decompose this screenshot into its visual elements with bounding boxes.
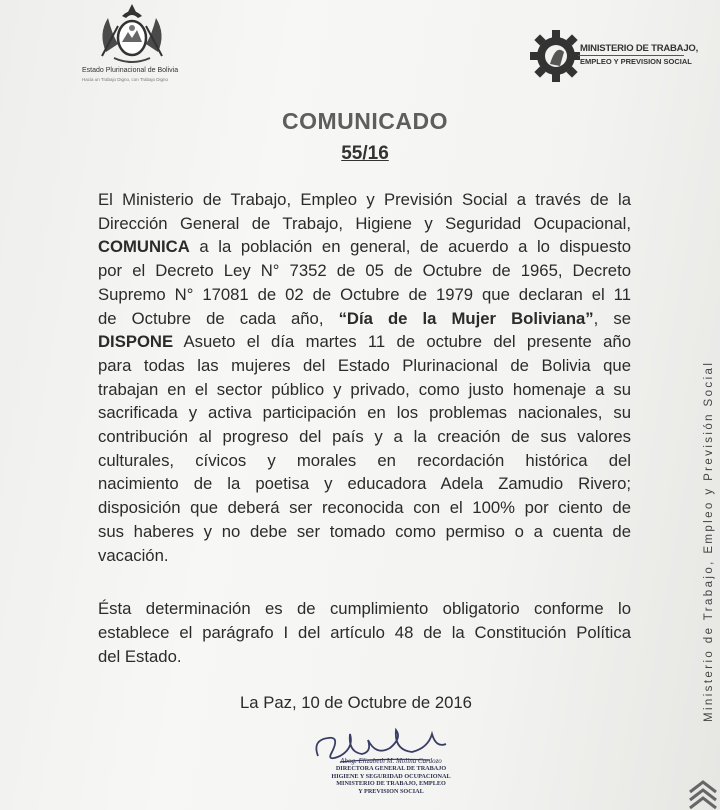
text-line: vacación. [98, 545, 169, 565]
text-line: trabajan en el sector público y privado, como justo homenaje a su [98, 379, 631, 399]
text-line: sacrificada y activa participación en los problemas nacionales, su [98, 403, 631, 423]
text-line: por el Decreto Ley N° 7352 de 05 de Octubre de 1965, Decreto [98, 261, 631, 281]
stamp-line: HIGIENE Y SEGURIDAD OCUPACIONAL [331, 772, 451, 780]
document-number: 55/16 [341, 143, 389, 164]
text-line: de Octubre de cada año, “Día de la Mujer Boliviana”, se [98, 308, 631, 328]
text-line: establece el parágrafo I del artículo 48 de la Constitución Política [98, 623, 631, 642]
stamp-line: Y PREVISION SOCIAL [358, 787, 424, 795]
text-line: sus haberes y no debe ser tomado como permiso o a cuenta de [98, 521, 631, 541]
signature-stamp [306, 758, 476, 795]
ministry-name-line2: EMPLEO Y PREVISION SOCIAL [580, 57, 692, 66]
text-line: Supremo N° 17081 de 02 de Octubre de 1979 que declaran el 11 [98, 284, 631, 304]
text-line: COMUNICA a la población en general, de acuerdo a lo dispuesto [98, 237, 631, 257]
text-line: disposición que deberá ser reconocida con el 100% por ciento de [98, 498, 631, 518]
ministry-gear-logo-icon [530, 26, 580, 88]
chevron-up-icon [686, 776, 720, 810]
vertical-side-text: Ministerio de Trabajo, Empleo y Previsión Social [703, 360, 715, 722]
state-motto: Hacia un Trabajo Digno, con Trabajo Digno [82, 77, 169, 82]
text-line: nacimiento de la poetisa y educadora Adela Zamudio Rivero; [98, 474, 631, 494]
text-line: contribución al progreso del país y a la creación de sus valores [98, 427, 631, 447]
text-line: culturales, cívicos y morales en recordación histórica del [98, 450, 631, 470]
ministry-divider [578, 55, 684, 56]
coat-of-arms-icon [92, 4, 172, 68]
text-line: del Estado. [98, 647, 182, 666]
stamp-line: MINISTERIO DE TRABAJO, EMPLEO [336, 780, 446, 788]
communique-body [98, 188, 631, 567]
text-line: para todas las mujeres del Estado Plurinacional de Bolivia que [98, 355, 631, 375]
closing-paragraph [98, 597, 631, 669]
text-line: Dirección General de Trabajo, Higiene y Seguridad Ocupacional, [98, 213, 631, 233]
stamp-line: Abog. Elizabeth M. Molina Cardozo [340, 757, 442, 765]
state-name: Estado Plurinacional de Bolivia [82, 67, 179, 74]
text-line: El Ministerio de Trabajo, Empleo y Previsión Social a través de la [98, 190, 631, 209]
place-date: La Paz, 10 de Octubre de 2016 [240, 693, 472, 712]
ministry-name-line1: MINISTERIO DE TRABAJO, [580, 43, 699, 54]
stamp-line: DIRECTORA GENERAL DE TRABAJO [335, 765, 447, 773]
document-title: COMUNICADO [282, 108, 448, 134]
text-line: DISPONE Asueto el día martes 11 de octubre del presente año [98, 332, 631, 352]
text-line: Ésta determinación es de cumplimiento obligatorio conforme lo [98, 599, 631, 618]
